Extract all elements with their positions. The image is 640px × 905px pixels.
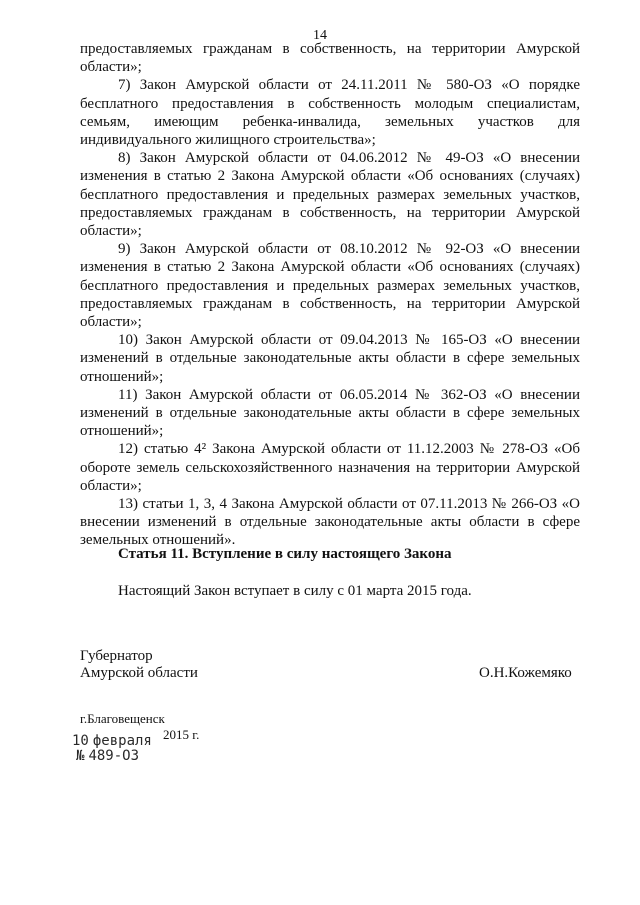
stamp-number-sign: № [76, 748, 85, 764]
signing-year: 2015 г. [163, 727, 200, 742]
list-item-10: 10) Закон Амурской области от 09.04.2013 № 165-ОЗ «О внесении изменений в отдельные законодательные акты области в сфере земельных отношений»; [80, 332, 580, 385]
page-number: 14 [313, 28, 327, 43]
list-item-8: 8) Закон Амурской области от 04.06.2012 № 49-ОЗ «О внесении изменения в статью 2 Закона Амурской области «Об основаниях (случаях) бесплатного предоставления и предельных размерах земельных участков, предоставляемых гражданам в собственность, на территории Амурской области»; [80, 150, 580, 240]
list-item-7: 7) Закон Амурской области от 24.11.2011 № 580-ОЗ «О порядке бесплатного предоставления в собственность молодым специалистам, семьям, имеющим ребенка-инвалида, земельных участков для индивидуального жилищного строительства»; [80, 77, 580, 149]
stamp-date [72, 733, 152, 749]
list-item-12: 12) статью 4² Закона Амурской области от 11.12.2003 № 278-ОЗ «Об обороте земель сельскохозяйственного назначения на территории Амурской области»; [80, 441, 580, 494]
signing-city: г.Благовещенск [80, 711, 165, 726]
signer-role-line-2: Амурской области [80, 665, 198, 681]
effective-date-text: Настоящий Закон вступает в силу с 01 марта 2015 года. [118, 583, 472, 599]
list-item-9: 9) Закон Амурской области от 08.10.2012 № 92-ОЗ «О внесении изменения в статью 2 Закона Амурской области «Об основаниях (случаях) бесплатного предоставления и предельных размерах земельных участков, предоставляемых гражданам в собственность, на территории Амурской области»; [80, 241, 580, 331]
stamp-month: февраля [92, 733, 152, 749]
law-body [80, 40, 580, 550]
signer-name: О.Н.Кожемяко [479, 665, 572, 681]
stamp-day: 10 [72, 733, 89, 749]
signer-role [80, 648, 198, 682]
article-heading: Статья 11. Вступление в силу настоящего Закона [118, 546, 452, 562]
signer-role-line-1: Губернатор [80, 648, 153, 664]
stamp-number: 489-ОЗ [88, 748, 140, 764]
list-item-11: 11) Закон Амурской области от 06.05.2014 № 362-ОЗ «О внесении изменений в отдельные законодательные акты области в сфере земельных отношений»; [80, 386, 580, 440]
list-item-13: 13) статьи 1, 3, 4 Закона Амурской области от 07.11.2013 № 266-ОЗ «О внесении изменений в отдельные законодательные акты области в сфере земельных отношений». [80, 496, 580, 549]
paragraph-continuation: предоставляемых гражданам в собственность, на территории Амурской области»; [80, 41, 580, 76]
stamp-number-block [76, 748, 139, 764]
